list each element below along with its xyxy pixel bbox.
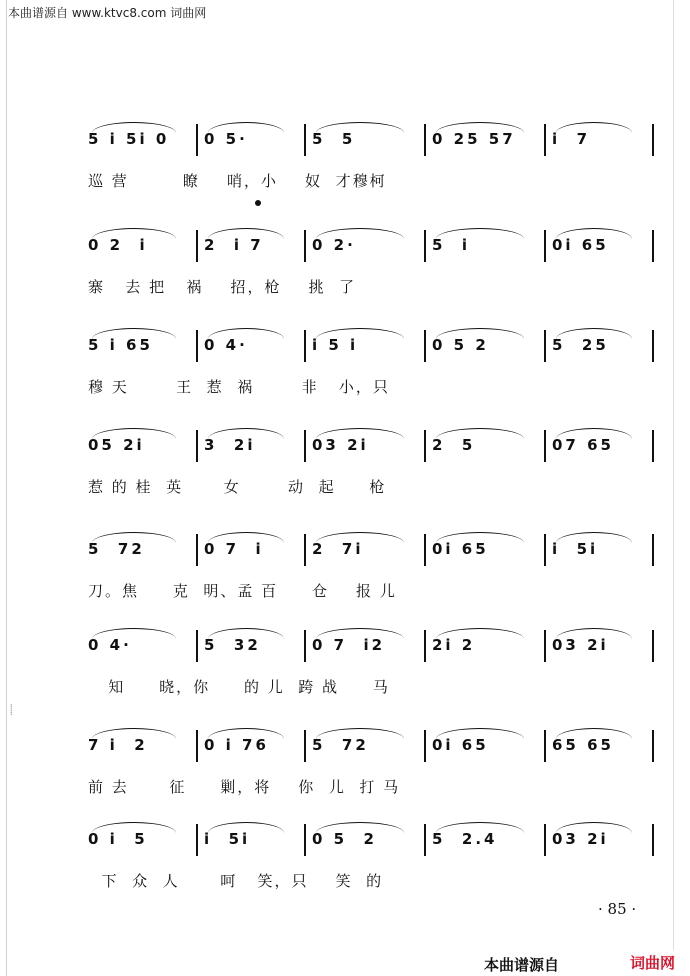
measure xyxy=(312,228,416,264)
measure xyxy=(88,328,188,364)
bar-line xyxy=(304,330,306,362)
bar-line xyxy=(304,824,306,856)
bar-line xyxy=(544,124,546,156)
measure xyxy=(88,428,188,464)
lyric-line: 知 晓，你 的 儿 跨 战 马 xyxy=(88,678,390,696)
footer-site-logo: 词曲网 xyxy=(626,950,679,975)
footer-source-text: 本曲谱源自 xyxy=(484,956,560,974)
bar-line xyxy=(424,430,426,462)
measure-notes: 5 i xyxy=(432,236,471,254)
bar-line xyxy=(652,730,654,762)
bar-line xyxy=(652,824,654,856)
measure-notes: 05 2i xyxy=(88,436,145,454)
measure-notes: i 5 i xyxy=(312,336,359,354)
margin-mark: ⸽ xyxy=(10,705,13,716)
measure xyxy=(432,228,536,264)
bar-line xyxy=(304,430,306,462)
bar-line xyxy=(652,330,654,362)
measure xyxy=(204,822,296,858)
measure-notes: i 5i xyxy=(204,830,251,848)
measure-notes: 0 4· xyxy=(88,636,132,654)
measure-notes: 5 32 xyxy=(204,636,261,654)
bar-line xyxy=(652,230,654,262)
measure xyxy=(552,428,644,464)
measure xyxy=(552,728,644,764)
measure xyxy=(432,122,536,158)
measure-notes: 0 7 i2 xyxy=(312,636,386,654)
measure-notes: 3 2i xyxy=(204,436,256,454)
lyric-line: 寨 去 把 祸 招，枪 挑 了 xyxy=(88,278,357,296)
bar-line xyxy=(304,534,306,566)
measure xyxy=(204,728,296,764)
measure-notes: 0 2 i xyxy=(88,236,148,254)
bar-line xyxy=(196,730,198,762)
bar-line xyxy=(304,230,306,262)
measure-notes: i 5i xyxy=(552,540,599,558)
bar-line xyxy=(544,534,546,566)
lyric-line: 惹 的 桂 英 女 动 起 枪 xyxy=(88,478,387,496)
bar-line xyxy=(424,630,426,662)
score-system xyxy=(0,532,690,624)
measure-notes: 0 5 2 xyxy=(432,336,489,354)
measure xyxy=(552,628,644,664)
lyric-line: 巡 营 瞭 哨，小 奴 才穆柯 xyxy=(88,172,387,190)
measure-notes: 0 2· xyxy=(312,236,356,254)
bar-line xyxy=(424,230,426,262)
bar-line xyxy=(652,534,654,566)
measure-notes: 5 72 xyxy=(88,540,145,558)
measure-notes: 2 7i xyxy=(312,540,364,558)
measure xyxy=(88,822,188,858)
measure-notes: 0 25 57 xyxy=(432,130,516,148)
measure-notes: 0 i 76 xyxy=(204,736,269,754)
measure xyxy=(552,228,644,264)
measure-notes: 5 72 xyxy=(312,736,369,754)
measure-notes: 2 i 7 xyxy=(204,236,264,254)
measure-notes: 0 4· xyxy=(204,336,248,354)
measure xyxy=(552,822,644,858)
measure xyxy=(432,628,536,664)
measure xyxy=(204,532,296,568)
measure-notes: 7 i 2 xyxy=(88,736,148,754)
lyric-line: 穆 天 王 惹 祸 非 小，只 xyxy=(88,378,390,396)
bar-line xyxy=(196,430,198,462)
measure-notes: 0 i 5 xyxy=(88,830,148,848)
measure xyxy=(312,728,416,764)
lyric-line: 刀。焦 克 明、孟 百 仓 报 儿 xyxy=(88,582,397,600)
bar-line xyxy=(544,630,546,662)
bar-line xyxy=(304,124,306,156)
bar-line xyxy=(196,124,198,156)
measure xyxy=(204,122,296,158)
score-system xyxy=(0,822,690,914)
measure-notes: 65 65 xyxy=(552,736,614,754)
measure-notes: 5 i 65 xyxy=(88,336,153,354)
score-system xyxy=(0,228,690,320)
measure xyxy=(88,228,188,264)
bar-line xyxy=(424,534,426,566)
measure-notes: 03 2i xyxy=(552,636,609,654)
measure-notes: 2i 2 xyxy=(432,636,476,654)
bar-line xyxy=(196,630,198,662)
lyric-line: 前 去 征 剿，将 你 儿 打 马 xyxy=(88,778,401,796)
measure xyxy=(312,822,416,858)
bar-line xyxy=(544,230,546,262)
measure xyxy=(88,628,188,664)
bar-line xyxy=(196,230,198,262)
score-system xyxy=(0,728,690,820)
measure-notes: 0i 65 xyxy=(552,236,609,254)
bar-line xyxy=(424,730,426,762)
measure-notes: 0 5 2 xyxy=(312,830,377,848)
measure xyxy=(552,122,644,158)
score-system xyxy=(0,122,690,214)
lyric-line: 下 众 人 呵 笑，只 笑 的 xyxy=(88,872,384,890)
bar-line xyxy=(304,630,306,662)
measure xyxy=(88,728,188,764)
measure-notes: i 7 xyxy=(552,130,591,148)
measure xyxy=(204,428,296,464)
bar-line xyxy=(652,430,654,462)
measure xyxy=(88,532,188,568)
bar-line xyxy=(544,330,546,362)
bar-line xyxy=(424,330,426,362)
measure xyxy=(552,532,644,568)
measure-notes: 0 7 i xyxy=(204,540,264,558)
bar-line xyxy=(196,330,198,362)
measure-notes: 2 5 xyxy=(432,436,476,454)
bar-line xyxy=(652,630,654,662)
measure xyxy=(312,532,416,568)
measure xyxy=(312,428,416,464)
bar-line xyxy=(196,824,198,856)
measure xyxy=(552,328,644,364)
bar-line xyxy=(544,430,546,462)
measure-notes: 5 5 xyxy=(312,130,356,148)
measure xyxy=(432,532,536,568)
measure-notes: 0i 65 xyxy=(432,736,489,754)
measure xyxy=(432,728,536,764)
measure xyxy=(204,328,296,364)
measure-notes: 5 i 5i 0 xyxy=(88,130,170,148)
measure-notes: 03 2i xyxy=(312,436,369,454)
measure-notes: 07 65 xyxy=(552,436,614,454)
score-system xyxy=(0,428,690,520)
measure xyxy=(432,428,536,464)
bar-line xyxy=(304,730,306,762)
measure xyxy=(312,328,416,364)
measure xyxy=(204,228,296,264)
bar-line xyxy=(652,124,654,156)
bar-line xyxy=(424,124,426,156)
measure xyxy=(204,628,296,664)
score-system xyxy=(0,628,690,720)
measure xyxy=(312,628,416,664)
measure xyxy=(432,822,536,858)
measure-notes: 0 5· xyxy=(204,130,248,148)
measure xyxy=(432,328,536,364)
measure-notes: 5 2.4 xyxy=(432,830,498,848)
measure-notes: 0i 65 xyxy=(432,540,489,558)
measure xyxy=(312,122,416,158)
watermark-header: 本曲谱源自 www.ktvc8.com 词曲网 xyxy=(8,6,207,20)
bar-line xyxy=(544,730,546,762)
bar-line xyxy=(196,534,198,566)
bar-line xyxy=(424,824,426,856)
measure xyxy=(88,122,188,158)
page-number: · 85 · xyxy=(598,900,637,918)
measure-notes: 5 25 xyxy=(552,336,609,354)
measure-notes: 03 2i xyxy=(552,830,609,848)
bar-line xyxy=(544,824,546,856)
score-system xyxy=(0,328,690,420)
